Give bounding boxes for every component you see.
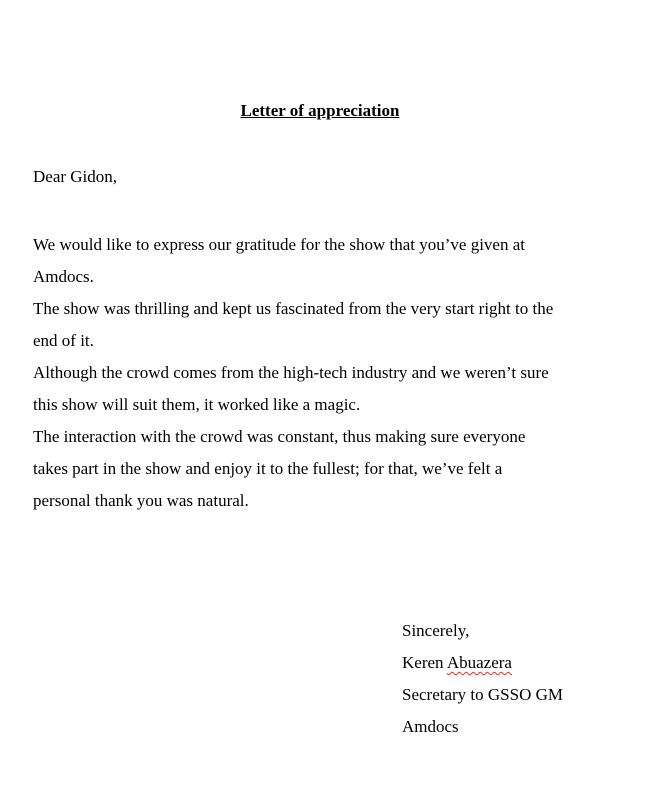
body-line: personal thank you was natural. <box>33 491 249 510</box>
body-line: Amdocs. <box>33 267 94 286</box>
signer-company: Amdocs <box>402 717 459 736</box>
paragraph-gratitude <box>33 229 623 293</box>
body-line: The show was thrilling and kept us fascinated from the very start right to the <box>33 299 554 318</box>
signer-role: Secretary to GSSO GM <box>402 685 564 704</box>
valediction: Sincerely, <box>402 621 470 640</box>
letter-body <box>33 229 623 517</box>
body-line: We would like to express our gratitude for the show that you’ve given at <box>33 235 525 254</box>
paragraph-interaction <box>33 421 623 517</box>
paragraph-crowd <box>33 357 623 421</box>
signer-last-name-misspelled[interactable]: Abuazera <box>446 653 512 672</box>
salutation: Dear Gidon, <box>33 167 118 186</box>
body-line: The interaction with the crowd was constant, thus making sure everyone <box>33 427 526 446</box>
body-line: takes part in the show and enjoy it to the fullest; for that, we’ve felt a <box>33 459 503 478</box>
body-line: end of it. <box>33 331 94 350</box>
paragraph-thrilling <box>33 293 623 357</box>
signer-first-name: Keren <box>402 653 444 672</box>
letter-title: Letter of appreciation <box>240 101 400 120</box>
signer-name <box>402 647 563 679</box>
body-line: Although the crowd comes from the high-tech industry and we weren’t sure <box>33 363 549 382</box>
signature-block <box>402 615 563 743</box>
body-line: this show will suit them, it worked like a magic. <box>33 395 361 414</box>
